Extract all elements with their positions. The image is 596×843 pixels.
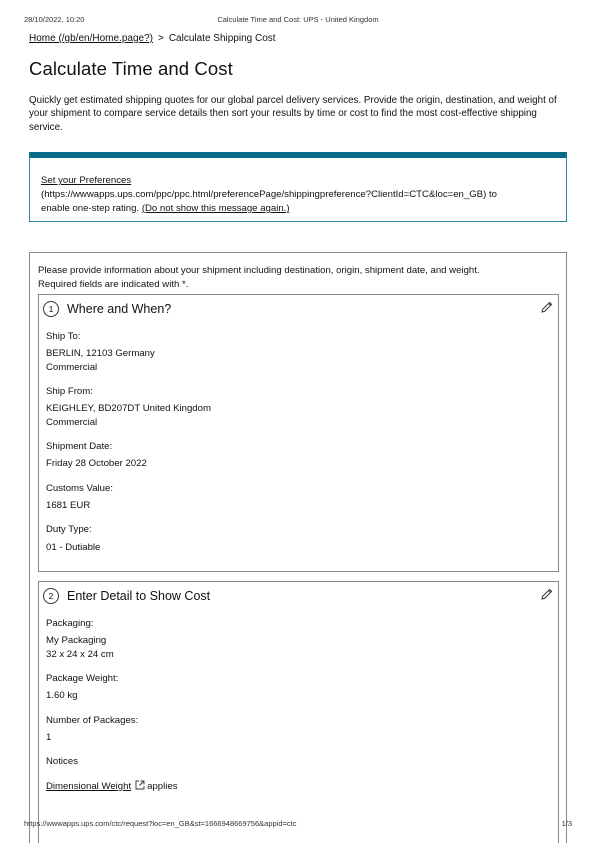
- ship-from-address: KEIGHLEY, BD207DT United Kingdom: [46, 403, 211, 414]
- pencil-icon[interactable]: [540, 300, 554, 314]
- external-link-icon: [135, 780, 145, 790]
- section-number-badge: 2: [43, 588, 59, 604]
- packaging-label: Packaging:: [46, 618, 94, 629]
- dimensional-weight-link[interactable]: Dimensional Weight: [46, 781, 132, 792]
- print-page-number: 1/3: [561, 819, 572, 828]
- package-weight-label: Package Weight:: [46, 673, 119, 684]
- packaging-value: My Packaging: [46, 635, 107, 646]
- preferences-url: (https://wwwapps.ups.com/ppc/ppc.html/preferencePage/shippingpreference?ClientId=CTC&loc=en_GB) to: [41, 189, 497, 200]
- intro-text: Quickly get estimated shipping quotes for our global parcel delivery services. Provide the origin, destination, and weight of your shipment to compare service details then sort your results by time or cost to find the most cost-effective shipping service.: [29, 95, 557, 133]
- section-detail-cost: [38, 581, 559, 843]
- duty-type-value: 01 - Dutiable: [46, 542, 101, 553]
- form-intro: [38, 264, 558, 292]
- shipment-date-label: Shipment Date:: [46, 441, 113, 452]
- breadcrumb: [29, 33, 276, 44]
- customs-value: 1681 EUR: [46, 500, 91, 511]
- num-packages-value: 1: [46, 732, 52, 743]
- shipment-form: [29, 252, 567, 843]
- ship-to-label: Ship To:: [46, 331, 81, 342]
- preferences-notice: [29, 152, 567, 222]
- form-intro-end: .: [185, 279, 189, 290]
- print-url: https://wwwapps.ups.com/ctc/request?loc=en_GB&st=1666948669756&appid=ctc: [24, 819, 297, 828]
- form-intro-line2: Required fields are indicated with: [38, 279, 180, 290]
- section-title: Enter Detail to Show Cost: [67, 589, 211, 603]
- section-number-badge: 1: [43, 301, 59, 317]
- dimensional-weight-notice: [46, 780, 178, 792]
- required-marker: *: [182, 279, 186, 290]
- print-header: [24, 15, 572, 27]
- preferences-suffix: enable one-step rating.: [41, 203, 140, 214]
- ship-from-type: Commercial: [46, 417, 98, 428]
- section-title: Where and When?: [67, 302, 172, 316]
- package-weight-value: 1.60 kg: [46, 690, 78, 701]
- notices-heading: Notices: [46, 756, 78, 767]
- num-packages-label: Number of Packages:: [46, 715, 139, 726]
- ship-to-address: BERLIN, 12103 Germany: [46, 348, 155, 359]
- breadcrumb-separator: >: [157, 33, 164, 44]
- dimensional-weight-suffix: applies: [147, 781, 178, 792]
- ship-from-label: Ship From:: [46, 386, 93, 397]
- package-dimensions: 32 x 24 x 24 cm: [46, 649, 114, 660]
- shipment-date-value: Friday 28 October 2022: [46, 458, 147, 469]
- form-intro-line1: Please provide information about your shipment including destination, origin, shipment date, and weight.: [38, 265, 480, 276]
- set-preferences-link[interactable]: Set your Preferences: [41, 175, 132, 186]
- breadcrumb-home-link[interactable]: Home (/gb/en/Home.page?): [29, 33, 153, 44]
- pencil-icon[interactable]: [540, 587, 554, 601]
- page-title: Calculate Time and Cost: [29, 58, 233, 79]
- dismiss-message-link[interactable]: (Do not show this message again.): [141, 203, 290, 214]
- preferences-text: [41, 174, 558, 216]
- print-page-title: Calculate Time and Cost: UPS - United Kingdom: [217, 15, 379, 24]
- ship-to-type: Commercial: [46, 362, 98, 373]
- section-where-when: [38, 294, 559, 572]
- print-datetime: 28/10/2022, 10:20: [24, 15, 85, 24]
- customs-value-label: Customs Value:: [46, 483, 114, 494]
- breadcrumb-current: Calculate Shipping Cost: [168, 33, 276, 44]
- duty-type-label: Duty Type:: [46, 524, 92, 535]
